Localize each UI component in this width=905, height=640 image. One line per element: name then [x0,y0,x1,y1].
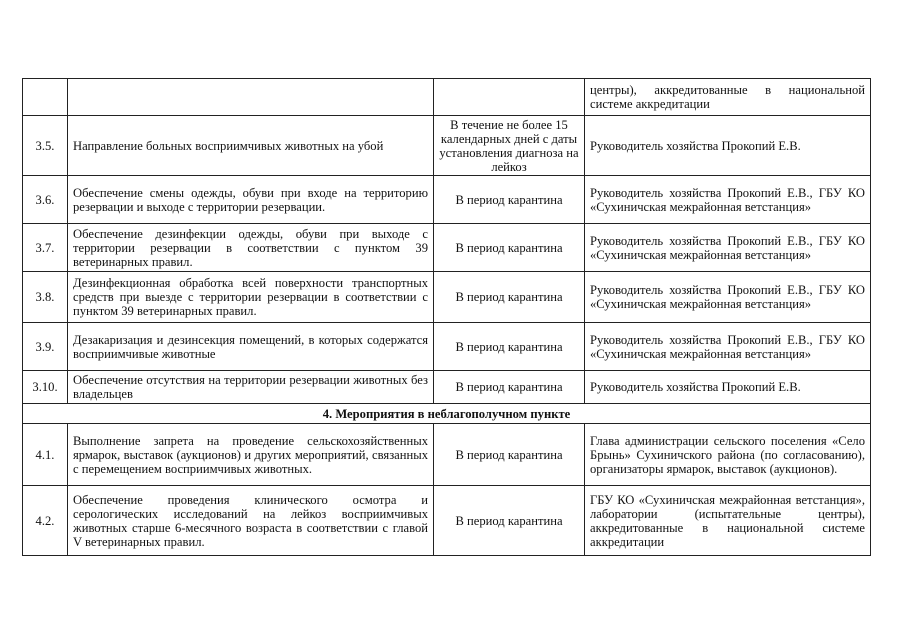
row-responsible: Руководитель хозяйства Прокопий Е.В., ГБУ КО «Сухиничская межрайонная ветстанция» [585,323,871,371]
row-responsible: Руководитель хозяйства Прокопий Е.В. [585,116,871,176]
row-term: В течение не более 15 календарных дней с даты установления диагноза на лейкоз [434,116,585,176]
row-responsible: Глава администрации сельского поселения «Село Брынь» Сухиничского района (по согласованию), организаторы ярмарок, выставок (аукционов). [585,424,871,486]
row-action: Выполнение запрета на проведение сельскохозяйственных ярмарок, выставок (аукционов) и других мероприятий, связанных с перемещением восприимчивых животных. [68,424,434,486]
table-row [23,272,871,323]
row-number: 3.10. [23,371,68,404]
row-responsible: Руководитель хозяйства Прокопий Е.В., ГБУ КО «Сухиничская межрайонная ветстанция» [585,176,871,224]
row-action: Обеспечение смены одежды, обуви при входе на территорию резервации и выходе с территории резервации. [68,176,434,224]
table-row [23,116,871,176]
table-row [23,224,871,272]
row-term: В период карантина [434,486,585,556]
table-row [23,176,871,224]
table-row [23,323,871,371]
row-responsible: центры), аккредитованные в национальной системе аккредитации [585,79,871,116]
row-term: В период карантина [434,176,585,224]
row-responsible: Руководитель хозяйства Прокопий Е.В., ГБУ КО «Сухиничская межрайонная ветстанция» [585,224,871,272]
row-term: В период карантина [434,371,585,404]
row-term: В период карантина [434,424,585,486]
section-row [23,404,871,424]
row-number: 3.7. [23,224,68,272]
row-action: Обеспечение дезинфекции одежды, обуви при выходе с территории резервации в соответствии с пунктом 39 ветеринарных правил. [68,224,434,272]
row-number: 3.5. [23,116,68,176]
row-term: В период карантина [434,272,585,323]
row-term [434,79,585,116]
row-action: Дезинфекционная обработка всей поверхности транспортных средств при выезде с территории резервации в соответствии с пунктом 39 ветеринарных правил. [68,272,434,323]
row-action: Обеспечение проведения клинического осмотра и серологических исследований на лейкоз восприимчивых животных старше 6-месячного возраста в соответствии с главой V ветеринарных правил. [68,486,434,556]
table-row [23,79,871,116]
row-action: Направление больных восприимчивых животных на убой [68,116,434,176]
table-row [23,424,871,486]
row-responsible: ГБУ КО «Сухиничская межрайонная ветстанция», лаборатории (испытательные центры), аккредитованные в национальной системе аккредитации [585,486,871,556]
row-term: В период карантина [434,224,585,272]
row-number: 3.8. [23,272,68,323]
row-number [23,79,68,116]
measures-table [22,78,871,556]
table-row [23,486,871,556]
row-action: Обеспечение отсутствия на территории резервации животных без владельцев [68,371,434,404]
row-responsible: Руководитель хозяйства Прокопий Е.В. [585,371,871,404]
row-responsible: Руководитель хозяйства Прокопий Е.В., ГБУ КО «Сухиничская межрайонная ветстанция» [585,272,871,323]
row-number: 3.9. [23,323,68,371]
row-number: 4.2. [23,486,68,556]
table-row [23,371,871,404]
section-title: 4. Мероприятия в неблагополучном пункте [23,404,871,424]
row-action: Дезакаризация и дезинсекция помещений, в которых содержатся восприимчивые животные [68,323,434,371]
row-number: 3.6. [23,176,68,224]
row-number: 4.1. [23,424,68,486]
row-action [68,79,434,116]
row-term: В период карантина [434,323,585,371]
